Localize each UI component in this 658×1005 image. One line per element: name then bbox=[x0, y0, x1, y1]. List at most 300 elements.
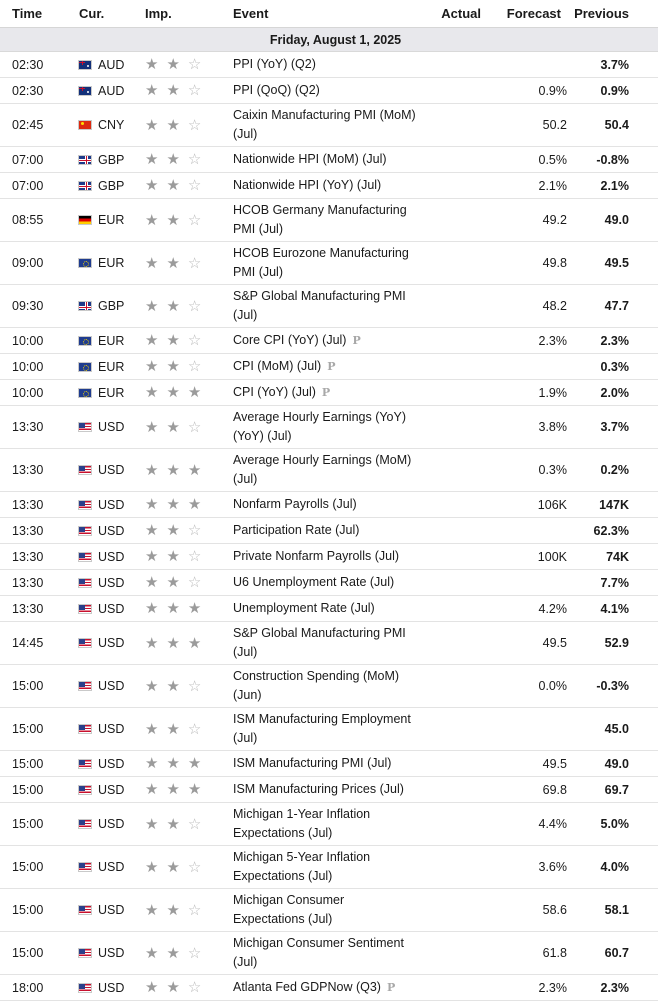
star-filled-icon: ★ bbox=[187, 755, 202, 772]
importance-stars bbox=[145, 359, 233, 374]
star-filled-icon: ★ bbox=[187, 461, 202, 479]
event-row[interactable] bbox=[0, 173, 658, 199]
event-actual bbox=[421, 975, 487, 1001]
event-row[interactable] bbox=[0, 147, 658, 173]
star-filled-icon: ★ bbox=[166, 496, 180, 513]
importance-stars bbox=[145, 497, 233, 512]
importance-stars bbox=[145, 178, 233, 193]
event-time: 15:00 bbox=[0, 846, 78, 889]
event-previous: 2.3% bbox=[567, 328, 658, 354]
event-actual bbox=[421, 242, 487, 285]
event-previous: 50.4 bbox=[567, 104, 658, 147]
flag-icon bbox=[78, 905, 92, 915]
event-row[interactable] bbox=[0, 199, 658, 242]
star-filled-icon: ★ bbox=[166, 815, 180, 833]
col-importance-header[interactable]: Imp. bbox=[145, 0, 233, 28]
star-empty-icon: ☆ bbox=[187, 522, 202, 539]
event-row[interactable] bbox=[0, 492, 658, 518]
event-time: 08:55 bbox=[0, 199, 78, 242]
event-time: 15:00 bbox=[0, 803, 78, 846]
event-name[interactable]: Nonfarm Payrolls (Jul) bbox=[233, 497, 357, 511]
flag-icon bbox=[78, 362, 92, 372]
event-currency: USD bbox=[98, 903, 125, 917]
event-name[interactable]: S&P Global Manufacturing PMI (Jul) bbox=[233, 626, 406, 659]
event-row[interactable] bbox=[0, 708, 658, 751]
star-filled-icon: ★ bbox=[145, 384, 159, 401]
event-name[interactable]: ISM Manufacturing Prices (Jul) bbox=[233, 782, 404, 796]
star-filled-icon: ★ bbox=[166, 600, 180, 617]
event-currency: USD bbox=[98, 523, 125, 538]
star-filled-icon: ★ bbox=[145, 677, 159, 695]
date-group-row bbox=[0, 28, 658, 52]
importance-stars bbox=[145, 256, 233, 271]
flag-icon bbox=[78, 155, 92, 165]
event-previous: 5.0% bbox=[567, 803, 658, 846]
event-actual bbox=[421, 104, 487, 147]
event-previous: 3.7% bbox=[567, 406, 658, 449]
event-forecast: 4.4% bbox=[487, 803, 567, 846]
importance-stars bbox=[145, 385, 233, 400]
event-currency: USD bbox=[98, 497, 125, 512]
event-row[interactable] bbox=[0, 596, 658, 622]
star-filled-icon: ★ bbox=[145, 858, 159, 876]
event-actual bbox=[421, 751, 487, 777]
star-filled-icon: ★ bbox=[145, 522, 159, 539]
event-currency: USD bbox=[98, 420, 125, 434]
star-filled-icon: ★ bbox=[166, 418, 180, 436]
event-previous: 49.0 bbox=[567, 751, 658, 777]
event-name[interactable]: Michigan Consumer Expectations (Jul) bbox=[233, 893, 345, 926]
event-forecast: 106K bbox=[487, 492, 567, 518]
star-filled-icon: ★ bbox=[166, 254, 180, 272]
event-name[interactable]: HCOB Eurozone Manufacturing PMI (Jul) bbox=[233, 246, 409, 279]
event-forecast bbox=[487, 570, 567, 596]
star-filled-icon: ★ bbox=[145, 901, 159, 919]
event-time: 09:00 bbox=[0, 242, 78, 285]
star-filled-icon: ★ bbox=[166, 461, 180, 479]
flag-icon bbox=[78, 578, 92, 588]
star-filled-icon: ★ bbox=[166, 548, 180, 565]
event-row[interactable] bbox=[0, 544, 658, 570]
event-previous: 47.7 bbox=[567, 285, 658, 328]
star-empty-icon: ☆ bbox=[187, 82, 202, 99]
event-currency: USD bbox=[98, 636, 125, 650]
event-row[interactable] bbox=[0, 777, 658, 803]
event-currency: AUD bbox=[98, 83, 125, 98]
col-event-header[interactable]: Event bbox=[233, 0, 421, 28]
star-filled-icon: ★ bbox=[166, 358, 180, 375]
importance-stars bbox=[145, 523, 233, 538]
star-filled-icon: ★ bbox=[145, 979, 159, 996]
star-empty-icon: ☆ bbox=[187, 177, 202, 194]
event-name[interactable]: Atlanta Fed GDPNow (Q3) bbox=[233, 980, 381, 994]
event-currency: USD bbox=[98, 756, 125, 771]
flag-icon bbox=[78, 785, 92, 795]
star-filled-icon: ★ bbox=[145, 418, 159, 436]
event-row[interactable] bbox=[0, 570, 658, 596]
importance-stars bbox=[145, 549, 233, 564]
star-filled-icon: ★ bbox=[166, 944, 180, 962]
event-name[interactable]: Private Nonfarm Payrolls (Jul) bbox=[233, 549, 400, 563]
event-forecast: 3.6% bbox=[487, 846, 567, 889]
event-row[interactable] bbox=[0, 285, 658, 328]
flag-icon bbox=[78, 638, 92, 648]
event-time: 18:00 bbox=[0, 975, 78, 1001]
star-filled-icon: ★ bbox=[145, 720, 159, 738]
event-previous: -0.3% bbox=[567, 665, 658, 708]
star-empty-icon: ☆ bbox=[187, 332, 202, 349]
event-row[interactable] bbox=[0, 328, 658, 354]
event-row[interactable] bbox=[0, 751, 658, 777]
event-row[interactable] bbox=[0, 52, 658, 78]
flag-icon bbox=[78, 500, 92, 510]
event-forecast: 50.2 bbox=[487, 104, 567, 147]
event-row[interactable] bbox=[0, 104, 658, 147]
event-currency: USD bbox=[98, 782, 125, 797]
event-actual bbox=[421, 596, 487, 622]
event-row[interactable] bbox=[0, 518, 658, 544]
event-previous: 3.7% bbox=[567, 52, 658, 78]
event-row[interactable] bbox=[0, 665, 658, 708]
event-row[interactable] bbox=[0, 380, 658, 406]
star-empty-icon: ☆ bbox=[187, 901, 202, 919]
star-filled-icon: ★ bbox=[166, 901, 180, 919]
event-actual bbox=[421, 622, 487, 665]
event-name[interactable]: Construction Spending (MoM) (Jun) bbox=[233, 669, 400, 702]
event-actual bbox=[421, 78, 487, 104]
event-actual bbox=[421, 708, 487, 751]
event-previous: 7.7% bbox=[567, 570, 658, 596]
star-filled-icon: ★ bbox=[145, 574, 159, 591]
star-empty-icon: ☆ bbox=[187, 418, 202, 436]
event-name[interactable]: PPI (QoQ) (Q2) bbox=[233, 83, 320, 97]
event-time: 15:00 bbox=[0, 665, 78, 708]
star-filled-icon: ★ bbox=[166, 781, 180, 798]
event-currency: GBP bbox=[98, 299, 125, 313]
event-forecast: 0.9% bbox=[487, 78, 567, 104]
star-empty-icon: ☆ bbox=[187, 358, 202, 375]
flag-icon bbox=[78, 724, 92, 734]
star-filled-icon: ★ bbox=[166, 755, 180, 772]
event-currency: USD bbox=[98, 463, 125, 477]
event-time: 13:30 bbox=[0, 406, 78, 449]
star-empty-icon: ☆ bbox=[187, 548, 202, 565]
event-time: 10:00 bbox=[0, 328, 78, 354]
event-actual bbox=[421, 665, 487, 708]
importance-stars bbox=[145, 83, 233, 98]
flag-icon bbox=[78, 86, 92, 96]
star-filled-icon: ★ bbox=[166, 297, 180, 315]
event-name[interactable]: PPI (YoY) (Q2) bbox=[233, 57, 316, 71]
star-filled-icon: ★ bbox=[145, 600, 159, 617]
star-filled-icon: ★ bbox=[166, 858, 180, 876]
event-name[interactable]: U6 Unemployment Rate (Jul) bbox=[233, 575, 395, 589]
event-actual bbox=[421, 544, 487, 570]
event-row[interactable] bbox=[0, 889, 658, 932]
flag-icon bbox=[78, 862, 92, 872]
event-actual bbox=[421, 492, 487, 518]
event-previous: 52.9 bbox=[567, 622, 658, 665]
flag-icon bbox=[78, 681, 92, 691]
star-filled-icon: ★ bbox=[145, 548, 159, 565]
event-time: 15:00 bbox=[0, 777, 78, 803]
event-row[interactable] bbox=[0, 803, 658, 846]
flag-icon bbox=[78, 465, 92, 475]
flag-icon bbox=[78, 759, 92, 769]
event-previous: 49.5 bbox=[567, 242, 658, 285]
star-filled-icon: ★ bbox=[187, 496, 202, 513]
star-filled-icon: ★ bbox=[145, 151, 159, 168]
importance-stars bbox=[145, 860, 233, 875]
star-filled-icon: ★ bbox=[145, 177, 159, 194]
event-name[interactable]: Michigan Consumer Sentiment (Jul) bbox=[233, 936, 404, 969]
star-filled-icon: ★ bbox=[145, 944, 159, 962]
event-time: 15:00 bbox=[0, 708, 78, 751]
star-filled-icon: ★ bbox=[187, 384, 202, 401]
event-previous: 4.0% bbox=[567, 846, 658, 889]
event-time: 13:30 bbox=[0, 544, 78, 570]
event-forecast: 48.2 bbox=[487, 285, 567, 328]
event-previous: 0.2% bbox=[567, 449, 658, 492]
importance-stars bbox=[145, 946, 233, 961]
event-forecast bbox=[487, 708, 567, 751]
event-time: 13:30 bbox=[0, 518, 78, 544]
event-actual bbox=[421, 52, 487, 78]
event-previous: 0.3% bbox=[567, 354, 658, 380]
star-empty-icon: ☆ bbox=[187, 574, 202, 591]
event-forecast: 58.6 bbox=[487, 889, 567, 932]
event-name[interactable]: Nationwide HPI (YoY) (Jul) bbox=[233, 178, 382, 192]
event-currency: USD bbox=[98, 549, 125, 564]
event-row[interactable] bbox=[0, 622, 658, 665]
event-forecast: 3.8% bbox=[487, 406, 567, 449]
event-actual bbox=[421, 147, 487, 173]
star-filled-icon: ★ bbox=[166, 151, 180, 168]
importance-stars bbox=[145, 903, 233, 918]
event-previous: 74K bbox=[567, 544, 658, 570]
star-empty-icon: ☆ bbox=[187, 815, 202, 833]
event-name[interactable]: ISM Manufacturing Employment (Jul) bbox=[233, 712, 411, 745]
event-currency: CNY bbox=[98, 118, 125, 132]
star-filled-icon: ★ bbox=[166, 177, 180, 194]
star-filled-icon: ★ bbox=[145, 297, 159, 315]
event-previous: 60.7 bbox=[567, 932, 658, 975]
star-filled-icon: ★ bbox=[145, 496, 159, 513]
event-row[interactable] bbox=[0, 932, 658, 975]
event-currency: USD bbox=[98, 946, 125, 960]
star-filled-icon: ★ bbox=[145, 254, 159, 272]
event-time: 15:00 bbox=[0, 889, 78, 932]
event-currency: EUR bbox=[98, 385, 125, 400]
importance-stars bbox=[145, 636, 233, 651]
event-name[interactable]: Participation Rate (Jul) bbox=[233, 523, 360, 537]
event-actual bbox=[421, 199, 487, 242]
importance-stars bbox=[145, 722, 233, 737]
event-time: 07:00 bbox=[0, 147, 78, 173]
event-previous: 2.3% bbox=[567, 975, 658, 1001]
importance-stars bbox=[145, 333, 233, 348]
event-currency: USD bbox=[98, 980, 125, 995]
event-name[interactable]: Average Hourly Earnings (YoY) (YoY) (Jul) bbox=[233, 410, 407, 443]
event-forecast: 1.9% bbox=[487, 380, 567, 406]
event-currency: EUR bbox=[98, 213, 125, 227]
star-empty-icon: ☆ bbox=[187, 858, 202, 876]
star-empty-icon: ☆ bbox=[187, 211, 202, 229]
col-previous-header[interactable]: Previous bbox=[567, 0, 658, 28]
star-filled-icon: ★ bbox=[166, 82, 180, 99]
star-filled-icon: ★ bbox=[166, 522, 180, 539]
event-name[interactable]: Nationwide HPI (MoM) (Jul) bbox=[233, 152, 387, 166]
importance-stars bbox=[145, 213, 233, 228]
event-previous: 147K bbox=[567, 492, 658, 518]
event-row[interactable] bbox=[0, 242, 658, 285]
star-filled-icon: ★ bbox=[166, 677, 180, 695]
event-actual bbox=[421, 889, 487, 932]
importance-stars bbox=[145, 575, 233, 590]
event-actual bbox=[421, 449, 487, 492]
star-filled-icon: ★ bbox=[166, 56, 180, 73]
event-forecast: 0.0% bbox=[487, 665, 567, 708]
event-previous: -0.8% bbox=[567, 147, 658, 173]
event-forecast bbox=[487, 354, 567, 380]
event-previous: 58.1 bbox=[567, 889, 658, 932]
event-row[interactable] bbox=[0, 449, 658, 492]
event-name[interactable]: Core CPI (YoY) (Jul) bbox=[233, 333, 347, 347]
event-time: 15:00 bbox=[0, 751, 78, 777]
event-forecast bbox=[487, 52, 567, 78]
flag-icon bbox=[78, 215, 92, 225]
col-time-header[interactable]: Time bbox=[0, 0, 78, 28]
event-actual bbox=[421, 328, 487, 354]
event-forecast: 2.3% bbox=[487, 328, 567, 354]
star-filled-icon: ★ bbox=[145, 211, 159, 229]
event-time: 13:30 bbox=[0, 596, 78, 622]
importance-stars bbox=[145, 420, 233, 435]
event-previous: 4.1% bbox=[567, 596, 658, 622]
event-actual bbox=[421, 932, 487, 975]
event-forecast: 49.2 bbox=[487, 199, 567, 242]
event-previous: 0.9% bbox=[567, 78, 658, 104]
event-row[interactable] bbox=[0, 406, 658, 449]
event-forecast: 100K bbox=[487, 544, 567, 570]
star-filled-icon: ★ bbox=[145, 332, 159, 349]
star-filled-icon: ★ bbox=[166, 720, 180, 738]
star-empty-icon: ☆ bbox=[187, 116, 202, 134]
event-forecast: 49.5 bbox=[487, 622, 567, 665]
event-row[interactable] bbox=[0, 846, 658, 889]
event-name[interactable]: Caixin Manufacturing PMI (MoM) (Jul) bbox=[233, 108, 416, 141]
event-time: 14:45 bbox=[0, 622, 78, 665]
event-currency: USD bbox=[98, 817, 125, 831]
event-currency: AUD bbox=[98, 57, 125, 72]
event-time: 10:00 bbox=[0, 380, 78, 406]
event-time: 07:00 bbox=[0, 173, 78, 199]
event-forecast: 2.1% bbox=[487, 173, 567, 199]
star-empty-icon: ☆ bbox=[187, 720, 202, 738]
event-name[interactable]: ISM Manufacturing PMI (Jul) bbox=[233, 756, 392, 770]
event-name[interactable]: Unemployment Rate (Jul) bbox=[233, 601, 375, 615]
star-filled-icon: ★ bbox=[166, 384, 180, 401]
star-empty-icon: ☆ bbox=[187, 297, 202, 315]
event-name[interactable]: Average Hourly Earnings (MoM) (Jul) bbox=[233, 453, 412, 486]
event-time: 02:30 bbox=[0, 52, 78, 78]
star-filled-icon: ★ bbox=[145, 56, 159, 73]
star-filled-icon: ★ bbox=[187, 600, 202, 617]
event-name[interactable]: Michigan 5-Year Inflation Expectations (Jul) bbox=[233, 850, 371, 883]
star-filled-icon: ★ bbox=[145, 815, 159, 833]
event-forecast: 2.3% bbox=[487, 975, 567, 1001]
star-filled-icon: ★ bbox=[145, 82, 159, 99]
preliminary-icon: P bbox=[327, 360, 336, 373]
importance-stars bbox=[145, 782, 233, 797]
event-previous: 62.3% bbox=[567, 518, 658, 544]
event-name[interactable]: CPI (MoM) (Jul) bbox=[233, 359, 322, 373]
importance-stars bbox=[145, 980, 233, 995]
event-currency: USD bbox=[98, 575, 125, 590]
star-filled-icon: ★ bbox=[187, 781, 202, 798]
star-filled-icon: ★ bbox=[145, 358, 159, 375]
star-filled-icon: ★ bbox=[187, 634, 202, 652]
importance-stars bbox=[145, 152, 233, 167]
event-previous: 2.0% bbox=[567, 380, 658, 406]
event-actual bbox=[421, 518, 487, 544]
flag-icon bbox=[78, 120, 92, 130]
event-forecast: 61.8 bbox=[487, 932, 567, 975]
flag-icon bbox=[78, 552, 92, 562]
event-row[interactable] bbox=[0, 975, 658, 1001]
star-filled-icon: ★ bbox=[145, 634, 159, 652]
event-previous: 49.0 bbox=[567, 199, 658, 242]
flag-icon bbox=[78, 301, 92, 311]
date-label: Friday, August 1, 2025 bbox=[0, 28, 658, 52]
event-actual bbox=[421, 173, 487, 199]
star-filled-icon: ★ bbox=[145, 116, 159, 134]
event-row[interactable] bbox=[0, 354, 658, 380]
event-name[interactable]: Michigan 1-Year Inflation Expectations (Jul) bbox=[233, 807, 371, 840]
event-currency: EUR bbox=[98, 359, 125, 374]
event-currency: GBP bbox=[98, 152, 125, 167]
event-previous: 2.1% bbox=[567, 173, 658, 199]
event-name[interactable]: S&P Global Manufacturing PMI (Jul) bbox=[233, 289, 406, 322]
event-forecast: 0.5% bbox=[487, 147, 567, 173]
star-filled-icon: ★ bbox=[166, 979, 180, 996]
star-empty-icon: ☆ bbox=[187, 979, 202, 996]
preliminary-icon: P bbox=[352, 334, 361, 347]
col-currency-header[interactable]: Cur. bbox=[78, 0, 145, 28]
flag-icon bbox=[78, 604, 92, 614]
event-previous: 45.0 bbox=[567, 708, 658, 751]
flag-icon bbox=[78, 983, 92, 993]
event-actual bbox=[421, 846, 487, 889]
star-filled-icon: ★ bbox=[145, 461, 159, 479]
event-actual bbox=[421, 803, 487, 846]
event-time: 13:30 bbox=[0, 492, 78, 518]
event-actual bbox=[421, 406, 487, 449]
event-forecast: 4.2% bbox=[487, 596, 567, 622]
importance-stars bbox=[145, 299, 233, 314]
col-forecast-header[interactable]: Forecast bbox=[487, 0, 567, 28]
event-actual bbox=[421, 570, 487, 596]
event-row[interactable] bbox=[0, 78, 658, 104]
col-actual-header[interactable]: Actual bbox=[421, 0, 487, 28]
star-filled-icon: ★ bbox=[166, 574, 180, 591]
event-previous: 69.7 bbox=[567, 777, 658, 803]
importance-stars bbox=[145, 817, 233, 832]
event-time: 15:00 bbox=[0, 932, 78, 975]
event-name[interactable]: CPI (YoY) (Jul) bbox=[233, 385, 316, 399]
flag-icon bbox=[78, 819, 92, 829]
event-name[interactable]: HCOB Germany Manufacturing PMI (Jul) bbox=[233, 203, 407, 236]
